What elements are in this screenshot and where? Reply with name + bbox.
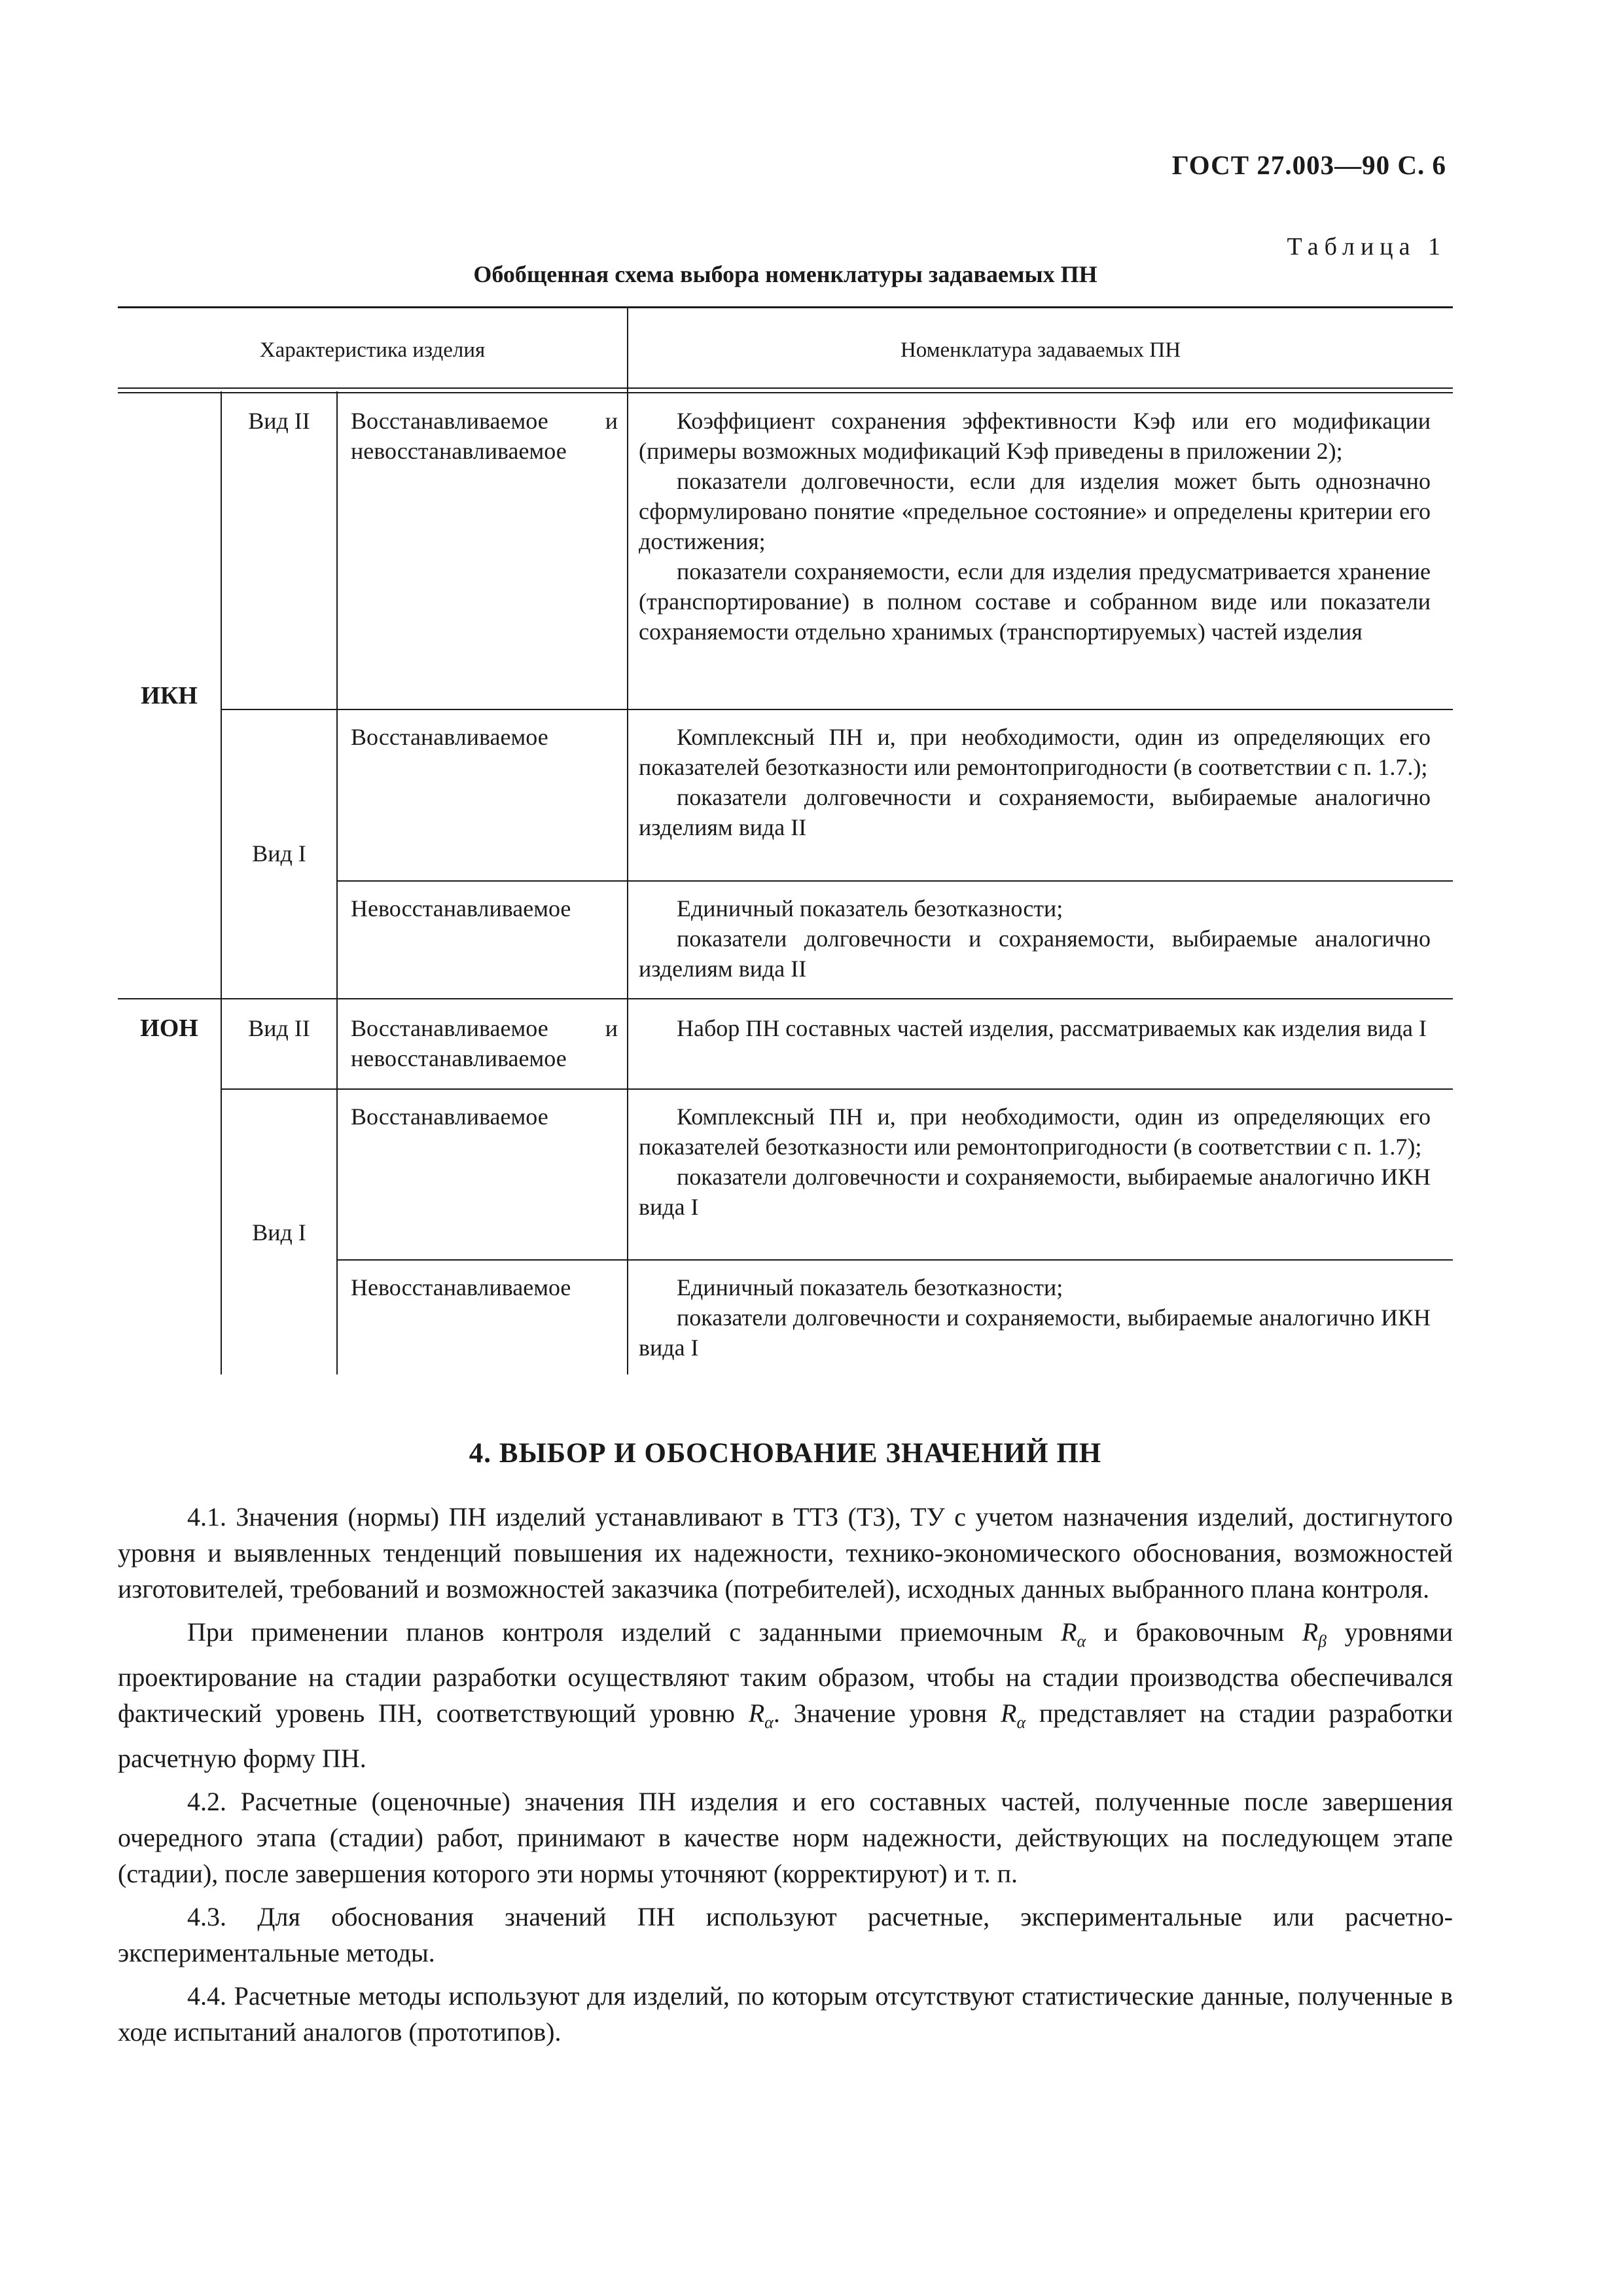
vid-label: Вид I — [252, 1219, 306, 1246]
nomenclature-cell — [639, 1102, 1431, 1222]
nomenclature-cell — [639, 1272, 1431, 1363]
var-symbol: R — [1061, 1617, 1077, 1647]
row-rule-ikn-vid2 — [221, 709, 1453, 710]
product-type: Восстанавливаемое — [351, 724, 548, 750]
nomenclature-cell — [639, 893, 1431, 984]
var-subscript: α — [1016, 1713, 1026, 1732]
section-title: 4. ВЫБОР И ОБОСНОВАНИЕ ЗНАЧЕНИЙ ПН — [469, 1438, 1102, 1469]
var-subscript: α — [1077, 1632, 1086, 1651]
var-subscript: α — [764, 1713, 774, 1732]
var-r-beta — [1302, 1617, 1327, 1651]
paragraph-4-1-levels — [118, 1614, 1453, 1776]
row-rule-ion-vid2 — [221, 1088, 1453, 1090]
var-symbol: R — [1001, 1698, 1017, 1728]
var-r-alpha — [1061, 1617, 1086, 1651]
text-run: и браковочным — [1086, 1617, 1302, 1647]
nomenclature-paragraph: Единичный показатель безотказности; — [677, 895, 1063, 922]
nomenclature-paragraph: Единичный показатель безотказности; — [677, 1274, 1063, 1300]
table-top-rule — [118, 306, 1453, 308]
document-code: ГОСТ 27.003—90 С. 6 — [1171, 150, 1446, 180]
nomenclature-paragraph: Коэффициент сохранения эффективности Kэф или его модификации (примеры возможных модификаций Kэф приведены в приложении 2); — [639, 408, 1431, 464]
table-title: Обобщенная схема выбора номенклатуры задаваемых ПН — [473, 261, 1097, 287]
nomenclature-cell — [639, 722, 1431, 842]
var-r-alpha — [748, 1698, 774, 1732]
nomenclature-paragraph: Набор ПН составных частей изделия, рассматриваемых как изделия вида I — [677, 1015, 1427, 1041]
group-ikn: ИКН — [141, 682, 198, 709]
column-header-characteristic: Характеристика изделия — [259, 338, 486, 362]
text-run: уровнями проектирование на стадии разработки осуществляют таким образом, чтобы на стадии производства обеспечивался фактический уровень ПН, соответствующий уровню — [118, 1617, 1453, 1728]
vid-label: Вид II — [248, 1015, 310, 1041]
paragraph-4-4: 4.4. Расчетные методы используют для изделий, по которым отсутствуют статистические данные, полученные в ходе испытаний аналогов (прототипов). — [118, 1981, 1453, 2047]
text-run: При применении планов контроля изделий с заданными приемочным — [187, 1617, 1061, 1647]
var-r-alpha — [1001, 1698, 1026, 1732]
nomenclature-paragraph: Комплексный ПН и, при необходимости, один из определяющих его показателей безотказности или ремонтопригодности (в соответствии с п. 1.7); — [639, 1103, 1431, 1160]
table-header-rule — [118, 387, 1453, 389]
paragraph-4-2: 4.2. Расчетные (оценочные) значения ПН изделия и его составных частей, полученные после завершения очередного этапа (стадии) работ, принимают в качестве норм надежности, действующих на последующем этапе (стадии), после завершения которого эти нормы уточняют (корректируют) и т. п. — [118, 1787, 1453, 1888]
paragraph-4-3: 4.3. Для обоснования значений ПН используют расчетные, экспериментальные или расчетно-экспериментальные методы. — [118, 1902, 1453, 1967]
nomenclature-paragraph: показатели долговечности и сохраняемости, выбираемые аналогично изделиям вида II — [639, 925, 1431, 982]
vid-label: Вид I — [252, 840, 306, 867]
nomenclature-paragraph: показатели долговечности и сохраняемости, выбираемые аналогично ИКН вида I — [639, 1164, 1431, 1220]
section-body — [118, 1499, 1453, 2057]
table-header-rule-double — [118, 392, 1453, 393]
nomenclature-paragraph: Комплексный ПН и, при необходимости, один из определяющих его показателей безотказности или ремонтопригодности (в соответствии с п. 1.7.); — [639, 724, 1431, 780]
product-type: Невосстанавливаемое — [351, 895, 571, 922]
row-rule-ion-vid1-split — [336, 1259, 1453, 1261]
product-type: Восстанавливаемое и невосстанавливаемое — [351, 1015, 618, 1071]
var-symbol: R — [748, 1698, 765, 1728]
nomenclature-paragraph: показатели долговечности, если для изделия может быть однозначно сформулировано понятие «предельное состояние» и определены критерии его достижения; — [639, 468, 1431, 554]
var-subscript: β — [1318, 1632, 1327, 1651]
nomenclature-cell — [639, 1013, 1431, 1043]
text-run: . Значение уровня — [773, 1698, 1001, 1728]
row-rule-group-split — [118, 998, 1453, 999]
product-type: Восстанавливаемое — [351, 1103, 548, 1130]
group-ion: ИОН — [140, 1014, 198, 1042]
column-header-nomenclature: Номенклатура задаваемых ПН — [900, 338, 1181, 362]
vid-label: Вид II — [248, 408, 310, 434]
paragraph-4-1: 4.1. Значения (нормы) ПН изделий устанавливают в ТТЗ (ТЗ), ТУ с учетом назначения изделий, достигнутого уровня и выявленных тенденций повышения их надежности, технико-экономического обоснования, возможностей изготовителей, требований и возможностей заказчика (потребителей), исходных данных выбранного плана контроля. — [118, 1502, 1453, 1604]
row-rule-ikn-vid1-split — [336, 880, 1453, 882]
nomenclature-paragraph: показатели долговечности и сохраняемости, выбираемые аналогично ИКН вида I — [639, 1304, 1431, 1361]
nomenclature-paragraph: показатели сохраняемости, если для изделия предусматривается хранение (транспортирование) в полном составе и собранном виде или показатели сохраняемости отдельно хранимых (транспортируемых) частей изделия — [639, 558, 1431, 645]
table-label: Таблица 1 — [1287, 233, 1446, 260]
var-symbol: R — [1302, 1617, 1319, 1647]
column-divider-vid — [336, 391, 338, 1374]
column-divider-char — [627, 308, 628, 1374]
text-run: представляет на стадии разработки расчетную форму ПН. — [118, 1698, 1454, 1773]
nomenclature-cell — [639, 406, 1431, 647]
product-type: Невосстанавливаемое — [351, 1274, 571, 1300]
product-type: Восстанавливаемое и невосстанавливаемое — [351, 408, 618, 464]
nomenclature-paragraph: показатели долговечности и сохраняемости, выбираемые аналогично изделиям вида II — [639, 784, 1431, 840]
